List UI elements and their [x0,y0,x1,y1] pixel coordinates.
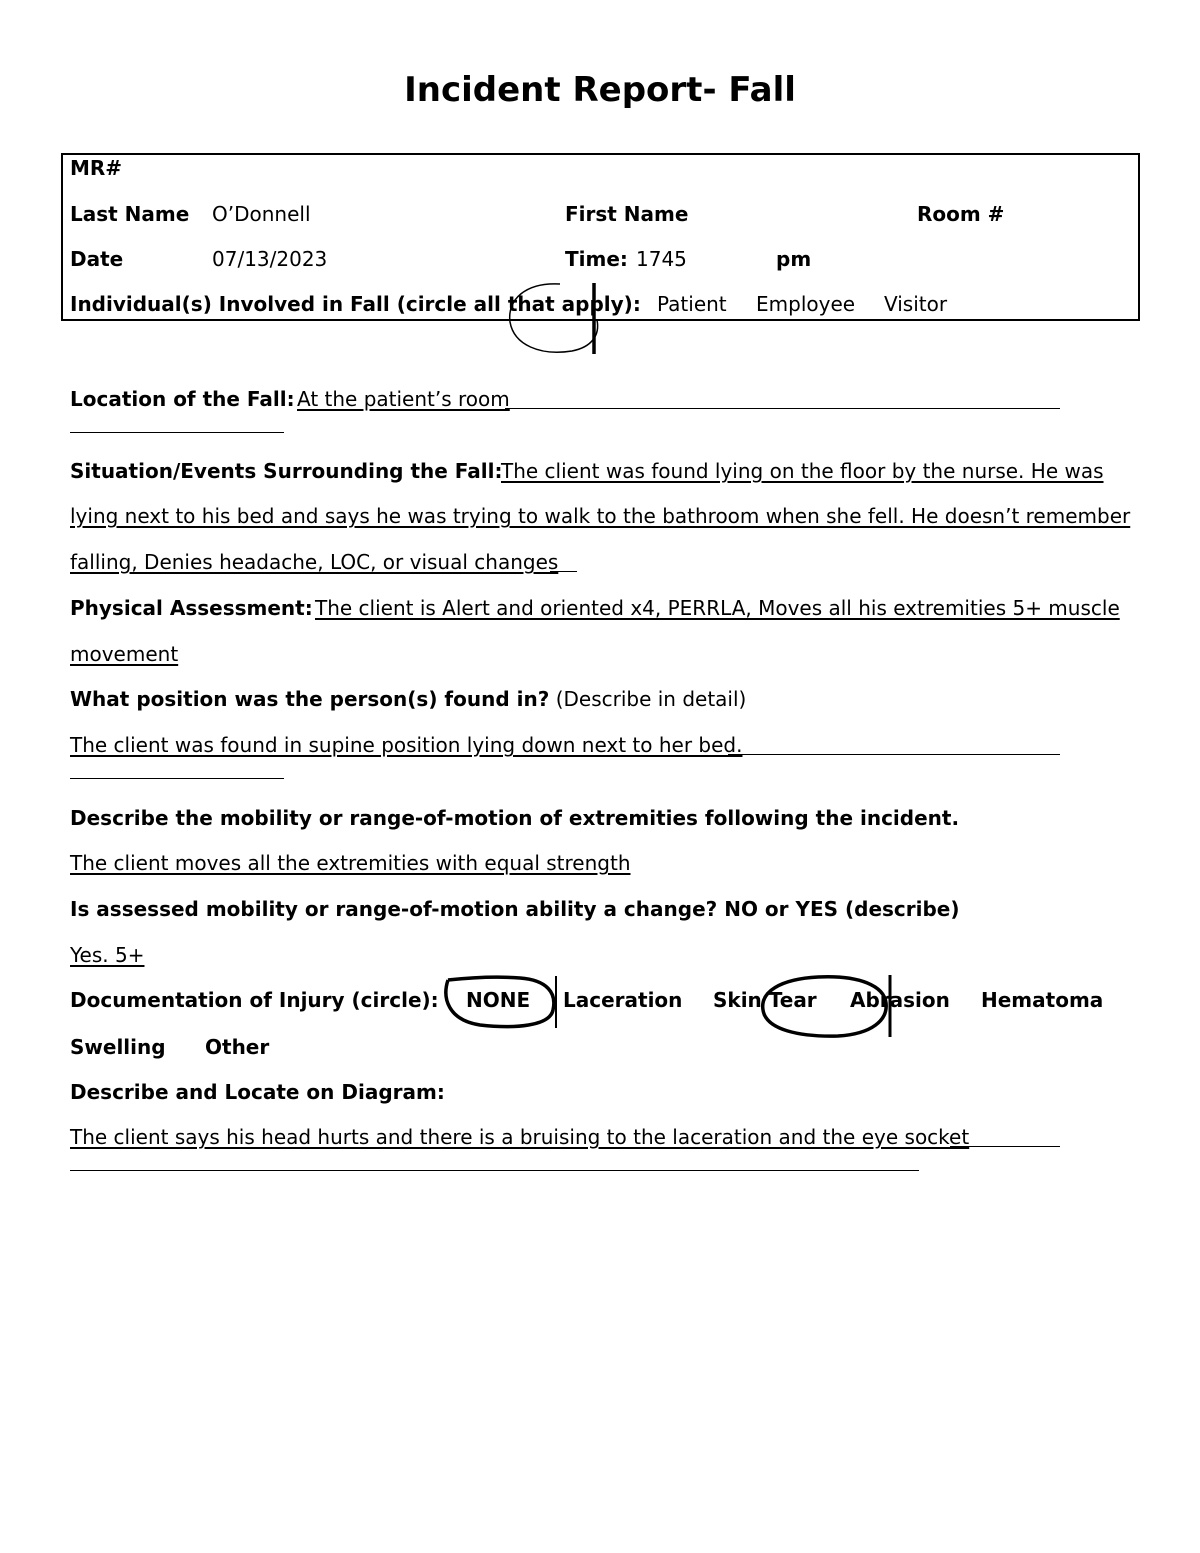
first-name-label: First Name [565,202,689,226]
involved-option-patient[interactable]: Patient [657,292,727,316]
injury-option-none[interactable]: NONE [466,988,531,1012]
position-answer[interactable]: The client was found in supine position lying down next to her bed. [70,733,743,757]
injury-label: Documentation of Injury (circle): [70,988,439,1012]
mr-label: MR# [70,156,123,180]
mobility-change-answer[interactable]: Yes. 5+ [70,943,145,967]
date-label: Date [70,247,124,271]
mobility-answer[interactable]: The client moves all the extremities with equal strength [70,851,631,875]
position-question: What position was the person(s) found in? [70,687,550,711]
physical-line-2[interactable]: movement [70,642,179,666]
physical-label: Physical Assessment: [70,596,313,620]
mobility-question: Describe the mobility or range-of-motion of extremities following the incident. [70,806,960,830]
injury-option-hematoma[interactable]: Hematoma [981,988,1104,1012]
injury-option-other[interactable]: Other [205,1035,270,1059]
injury-option-skin-tear[interactable]: Skin Tear [713,988,817,1012]
last-name-value[interactable]: O’Donnell [212,202,311,226]
diagram-answer[interactable]: The client says his head hurts and there is a bruising to the laceration and the eye socket [70,1125,970,1149]
ampm-value[interactable]: pm [776,247,812,271]
injury-option-abrasion[interactable]: Abrasion [850,988,950,1012]
physical-line-1[interactable]: The client is Alert and oriented x4, PERRLA, Moves all his extremities 5+ muscle [315,596,1120,620]
situation-line-3-tail [550,571,577,572]
injury-option-swelling[interactable]: Swelling [70,1035,166,1059]
time-label: Time: [565,247,628,271]
time-value[interactable]: 1745 [636,247,687,271]
diagram-answer-line-2 [70,1170,919,1171]
situation-line-3[interactable]: falling, Denies headache, LOC, or visual changes [70,550,559,574]
diagram-label: Describe and Locate on Diagram: [70,1080,445,1104]
location-answer-line [505,408,1060,409]
date-value[interactable]: 07/13/2023 [212,247,328,271]
situation-line-2[interactable]: lying next to his bed and says he was trying to walk to the bathroom when she fell. He doesn’t remember [70,504,1131,528]
position-answer-line-2 [70,778,284,779]
document-title: Incident Report- Fall [404,70,796,110]
mobility-change-question: Is assessed mobility or range-of-motion ability a change? NO or YES (describe) [70,897,960,921]
location-label: Location of the Fall: [70,387,295,411]
position-question-row [70,687,746,711]
situation-line-1[interactable]: The client was found lying on the floor by the nurse. He was [501,459,1104,483]
injury-option-laceration[interactable]: Laceration [563,988,683,1012]
involved-option-employee[interactable]: Employee [756,292,856,316]
location-answer-line-2 [70,432,284,433]
last-name-label: Last Name [70,202,190,226]
involved-label: Individual(s) Involved in Fall (circle all that apply): [70,292,641,316]
position-hint: (Describe in detail) [555,687,747,711]
position-answer-line [728,754,1060,755]
location-value[interactable]: At the patient’s room [297,387,510,411]
diagram-answer-line [950,1146,1060,1147]
room-label: Room # [917,202,1005,226]
situation-label: Situation/Events Surrounding the Fall: [70,459,503,483]
involved-option-visitor[interactable]: Visitor [884,292,948,316]
